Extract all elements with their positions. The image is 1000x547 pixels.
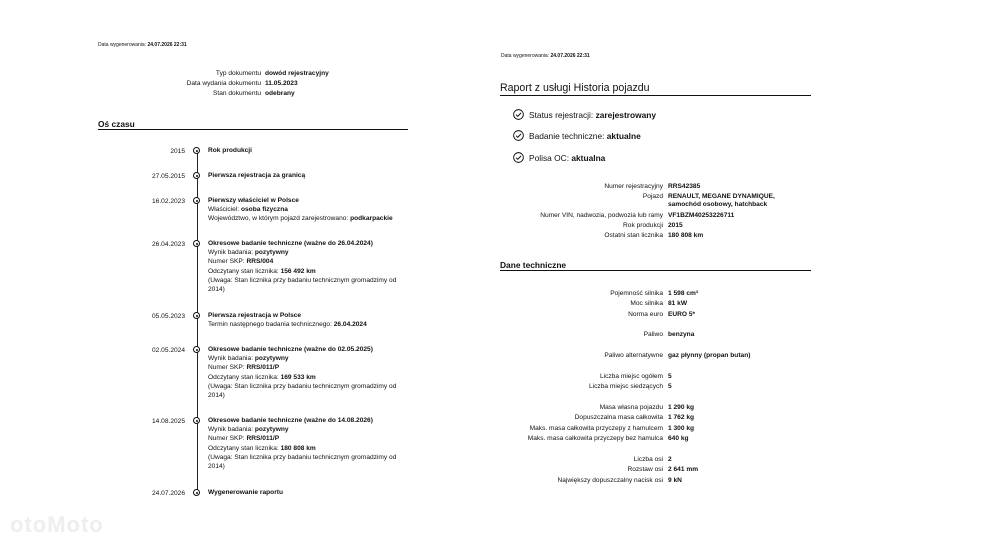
tech-group-mass [500,403,820,444]
vehicle-value: RRS42385 [668,183,701,190]
timeline-detail [208,444,398,453]
vehicle-value: RENAULT, MEGANE DYNAMIQUE, samochód osobowy, hatchback [668,193,775,209]
tech-row [500,382,820,392]
report-title-rule [500,95,811,96]
vehicle-value: 2015 [668,221,683,229]
status-label: Badanie techniczne: [529,130,605,141]
status-label: Status rejestracji: [529,109,594,120]
tech-key: Paliwo [643,331,663,338]
tech-row [500,289,820,299]
tech-title-rule [500,270,811,271]
tech-value: 5 [668,383,672,391]
status-inspection [513,130,641,141]
timeline-event-title: Okresowe badanie techniczne (ważne do 14.08.2026) [208,417,373,424]
timeline-detail [208,257,398,266]
timeline-dot-icon [193,346,200,353]
timeline-event-title: Pierwsza rejestracja za granicą [208,172,306,179]
doc-info-key: Stan dokumentu [212,90,261,98]
tech-row [500,310,820,320]
timeline-dot-icon [193,240,200,247]
timeline-dot-icon [193,489,200,496]
tech-key: Dopuszczalna masa całkowita [574,414,663,422]
tech-key: Pojemność silnika [610,290,663,297]
detail-value: pozytywny [254,249,289,257]
document-info [150,69,410,100]
status-value: zarejestrowany [595,109,657,120]
watermark-logo: otoMoto [10,512,104,537]
timeline-title: Oś czasu [98,119,135,129]
tech-group-fuel [500,330,820,340]
timeline-title-rule [98,129,408,130]
timeline-detail [208,214,398,223]
tech-row [500,351,820,361]
tech-key: Liczba osi [633,456,663,463]
timeline-date: 02.05.2024 [151,347,185,354]
tech-key: Liczba miejsc ogółem [599,373,663,380]
timeline-date: 24.07.2026 [151,490,185,497]
status-insurance [513,152,605,163]
detail-label: Wynik badania: [208,355,254,363]
vehicle-key: Numer rejestracyjny [604,183,663,190]
check-circle-icon [513,109,524,120]
vehicle-row [500,183,820,191]
tech-value: 1 762 kg [668,414,695,422]
timeline-date: 27.05.2015 [151,173,185,180]
tech-row [500,372,820,382]
timeline-date: 2015 [170,148,185,155]
vehicle-row [500,212,820,220]
detail-label: Termin następnego badania technicznego: [208,321,332,329]
tech-value: 5 [668,373,672,380]
doc-info-row [150,79,410,89]
tech-row [500,330,820,340]
timeline-detail [208,373,398,382]
detail-label: Wynik badania: [208,426,254,434]
detail-value: RRS/004 [246,258,274,266]
tech-title: Dane techniczne [500,260,567,270]
timeline-detail [208,354,398,363]
report-title: Raport z usługi Historia pojazdu [500,82,650,94]
generated-label: Data wygenerowania: [98,42,147,48]
tech-group-axles [500,455,820,486]
timeline-date: 05.05.2023 [151,313,185,320]
tech-key: Norma euro [628,310,663,318]
tech-row [500,413,820,423]
detail-value: pozytywny [254,355,289,363]
check-circle-icon [513,130,524,141]
timeline-detail [208,363,398,372]
timeline-event-title: Wygenerowanie raportu [208,489,283,496]
timeline-dot-icon [193,172,200,179]
tech-value: 2 641 mm [668,466,699,474]
tech-value: benzyna [668,331,695,338]
detail-label: Wynik badania: [208,249,254,257]
tech-value: 81 kW [668,300,688,308]
vehicle-key: Pojazd [642,193,663,201]
detail-value: osoba fizyczna [240,206,288,214]
timeline-detail [208,425,398,434]
vehicle-row [500,232,820,240]
tech-value: EURO 5* [668,310,696,318]
status-value: aktualne [606,130,641,141]
tech-key: Największy dopuszczalny nacisk osi [557,476,663,484]
tech-key: Masa własna pojazdu [599,404,663,411]
detail-value: podkarpackie [350,215,393,223]
tech-group-seats [500,372,820,393]
tech-row [500,434,820,444]
doc-info-value: dowód rejestracyjny [265,70,329,77]
doc-info-row [150,69,410,79]
tech-key: Maks. masa całkowita przyczepy z hamulcem [529,424,663,432]
timeline-dot-icon [193,312,200,319]
tech-group-engine [500,289,820,320]
doc-info-key: Data wydania dokumentu [186,80,261,88]
timeline-event-title: Pierwszy właściciel w Polsce [208,197,299,204]
detail-label: Numer SKP: [208,258,245,266]
tech-value: 9 kN [668,476,682,484]
detail-label: Numer SKP: [208,364,245,372]
timeline-date: 16.02.2023 [151,198,185,205]
tech-value: gaz płynny (propan butan) [668,352,751,359]
tech-row [500,476,820,486]
doc-info-value: 11.05.2023 [265,80,298,88]
vehicle-value: VF1BZM40253226711 [668,211,735,219]
tech-value: 1 300 kg [668,424,695,432]
check-circle-icon [513,152,524,163]
tech-row [500,299,820,309]
vehicle-key: Ostatni stan licznika [604,232,663,240]
status-label: Polisa OC: [529,152,570,163]
detail-value: 26.04.2024 [333,321,367,329]
timeline-event-title: Rok produkcji [208,147,252,154]
tech-value: 640 kg [668,434,689,442]
detail-label: Właściciel: [208,206,240,214]
vehicle-key: Numer VIN, nadwozia, podwozia lub ramy [540,211,663,219]
vehicle-key: Rok produkcji [623,221,663,229]
timeline-date: 26.04.2023 [151,241,185,248]
tech-row [500,403,820,413]
detail-value: pozytywny [254,426,289,434]
tech-key: Paliwo alternatywne [604,352,663,359]
tech-value: 1 290 kg [668,404,695,411]
generated-value: 24.07.2026 22:31 [147,42,187,48]
timeline-note: (Uwaga: Stan licznika przy badaniu technicznym gromadzimy od 2014) [208,453,397,471]
generated-date [98,42,187,48]
timeline-date: 14.08.2025 [151,418,185,425]
timeline-dot-icon [193,197,200,204]
timeline-event-title: Pierwsza rejestracja w Polsce [208,312,302,319]
generated-value: 24.07.2026 22:31 [550,53,590,59]
doc-info-value: odebrany [265,90,295,98]
vehicle-row [500,193,820,209]
doc-info-row [150,89,410,99]
detail-value: RRS/011/P [246,435,280,443]
vehicle-info [500,183,820,240]
detail-label: Numer SKP: [208,435,245,443]
timeline-dot-icon [193,417,200,424]
tech-group-alt-fuel [500,351,820,361]
tech-key: Liczba miejsc siedzących [588,383,663,391]
vehicle-value: 180 808 km [668,232,704,240]
detail-value: 156 492 km [280,267,316,275]
detail-value: 180 808 km [280,444,316,452]
tech-value: 2 [668,456,672,463]
tech-row [500,424,820,434]
tech-value: 1 598 cm³ [668,290,699,297]
timeline-dot-icon [193,147,200,154]
generated-date [501,53,590,59]
tech-key: Rozstaw osi [627,466,663,474]
status-registration [513,109,656,120]
tech-row [500,455,820,465]
generated-label: Data wygenerowania: [501,53,550,59]
vehicle-row [500,222,820,230]
detail-label: Odczytany stan licznika: [208,444,279,452]
timeline-detail [208,434,398,443]
timeline-note: (Uwaga: Stan licznika przy badaniu technicznym gromadzimy od 2014) [208,382,397,400]
tech-row [500,465,820,475]
timeline-detail [208,248,398,257]
doc-info-key: Typ dokumentu [215,70,261,77]
status-value: aktualna [571,152,606,163]
timeline-detail [208,205,398,214]
detail-value: RRS/011/P [246,364,280,372]
detail-label: Odczytany stan licznika: [208,267,279,275]
detail-label: Województwo, w którym pojazd zarejestrowano: [208,215,349,223]
detail-label: Odczytany stan licznika: [208,373,279,381]
timeline-detail [208,320,398,329]
tech-key: Maks. masa całkowita przyczepy bez hamulca [527,434,663,442]
timeline-note: (Uwaga: Stan licznika przy badaniu technicznym gromadzimy od 2014) [208,276,397,294]
tech-key: Moc silnika [630,300,663,308]
timeline-event-title: Okresowe badanie techniczne (ważne do 02.05.2025) [208,346,373,353]
detail-value: 169 533 km [280,373,316,381]
timeline-event-title: Okresowe badanie techniczne (ważne do 26.04.2024) [208,240,373,247]
timeline-detail [208,267,398,276]
